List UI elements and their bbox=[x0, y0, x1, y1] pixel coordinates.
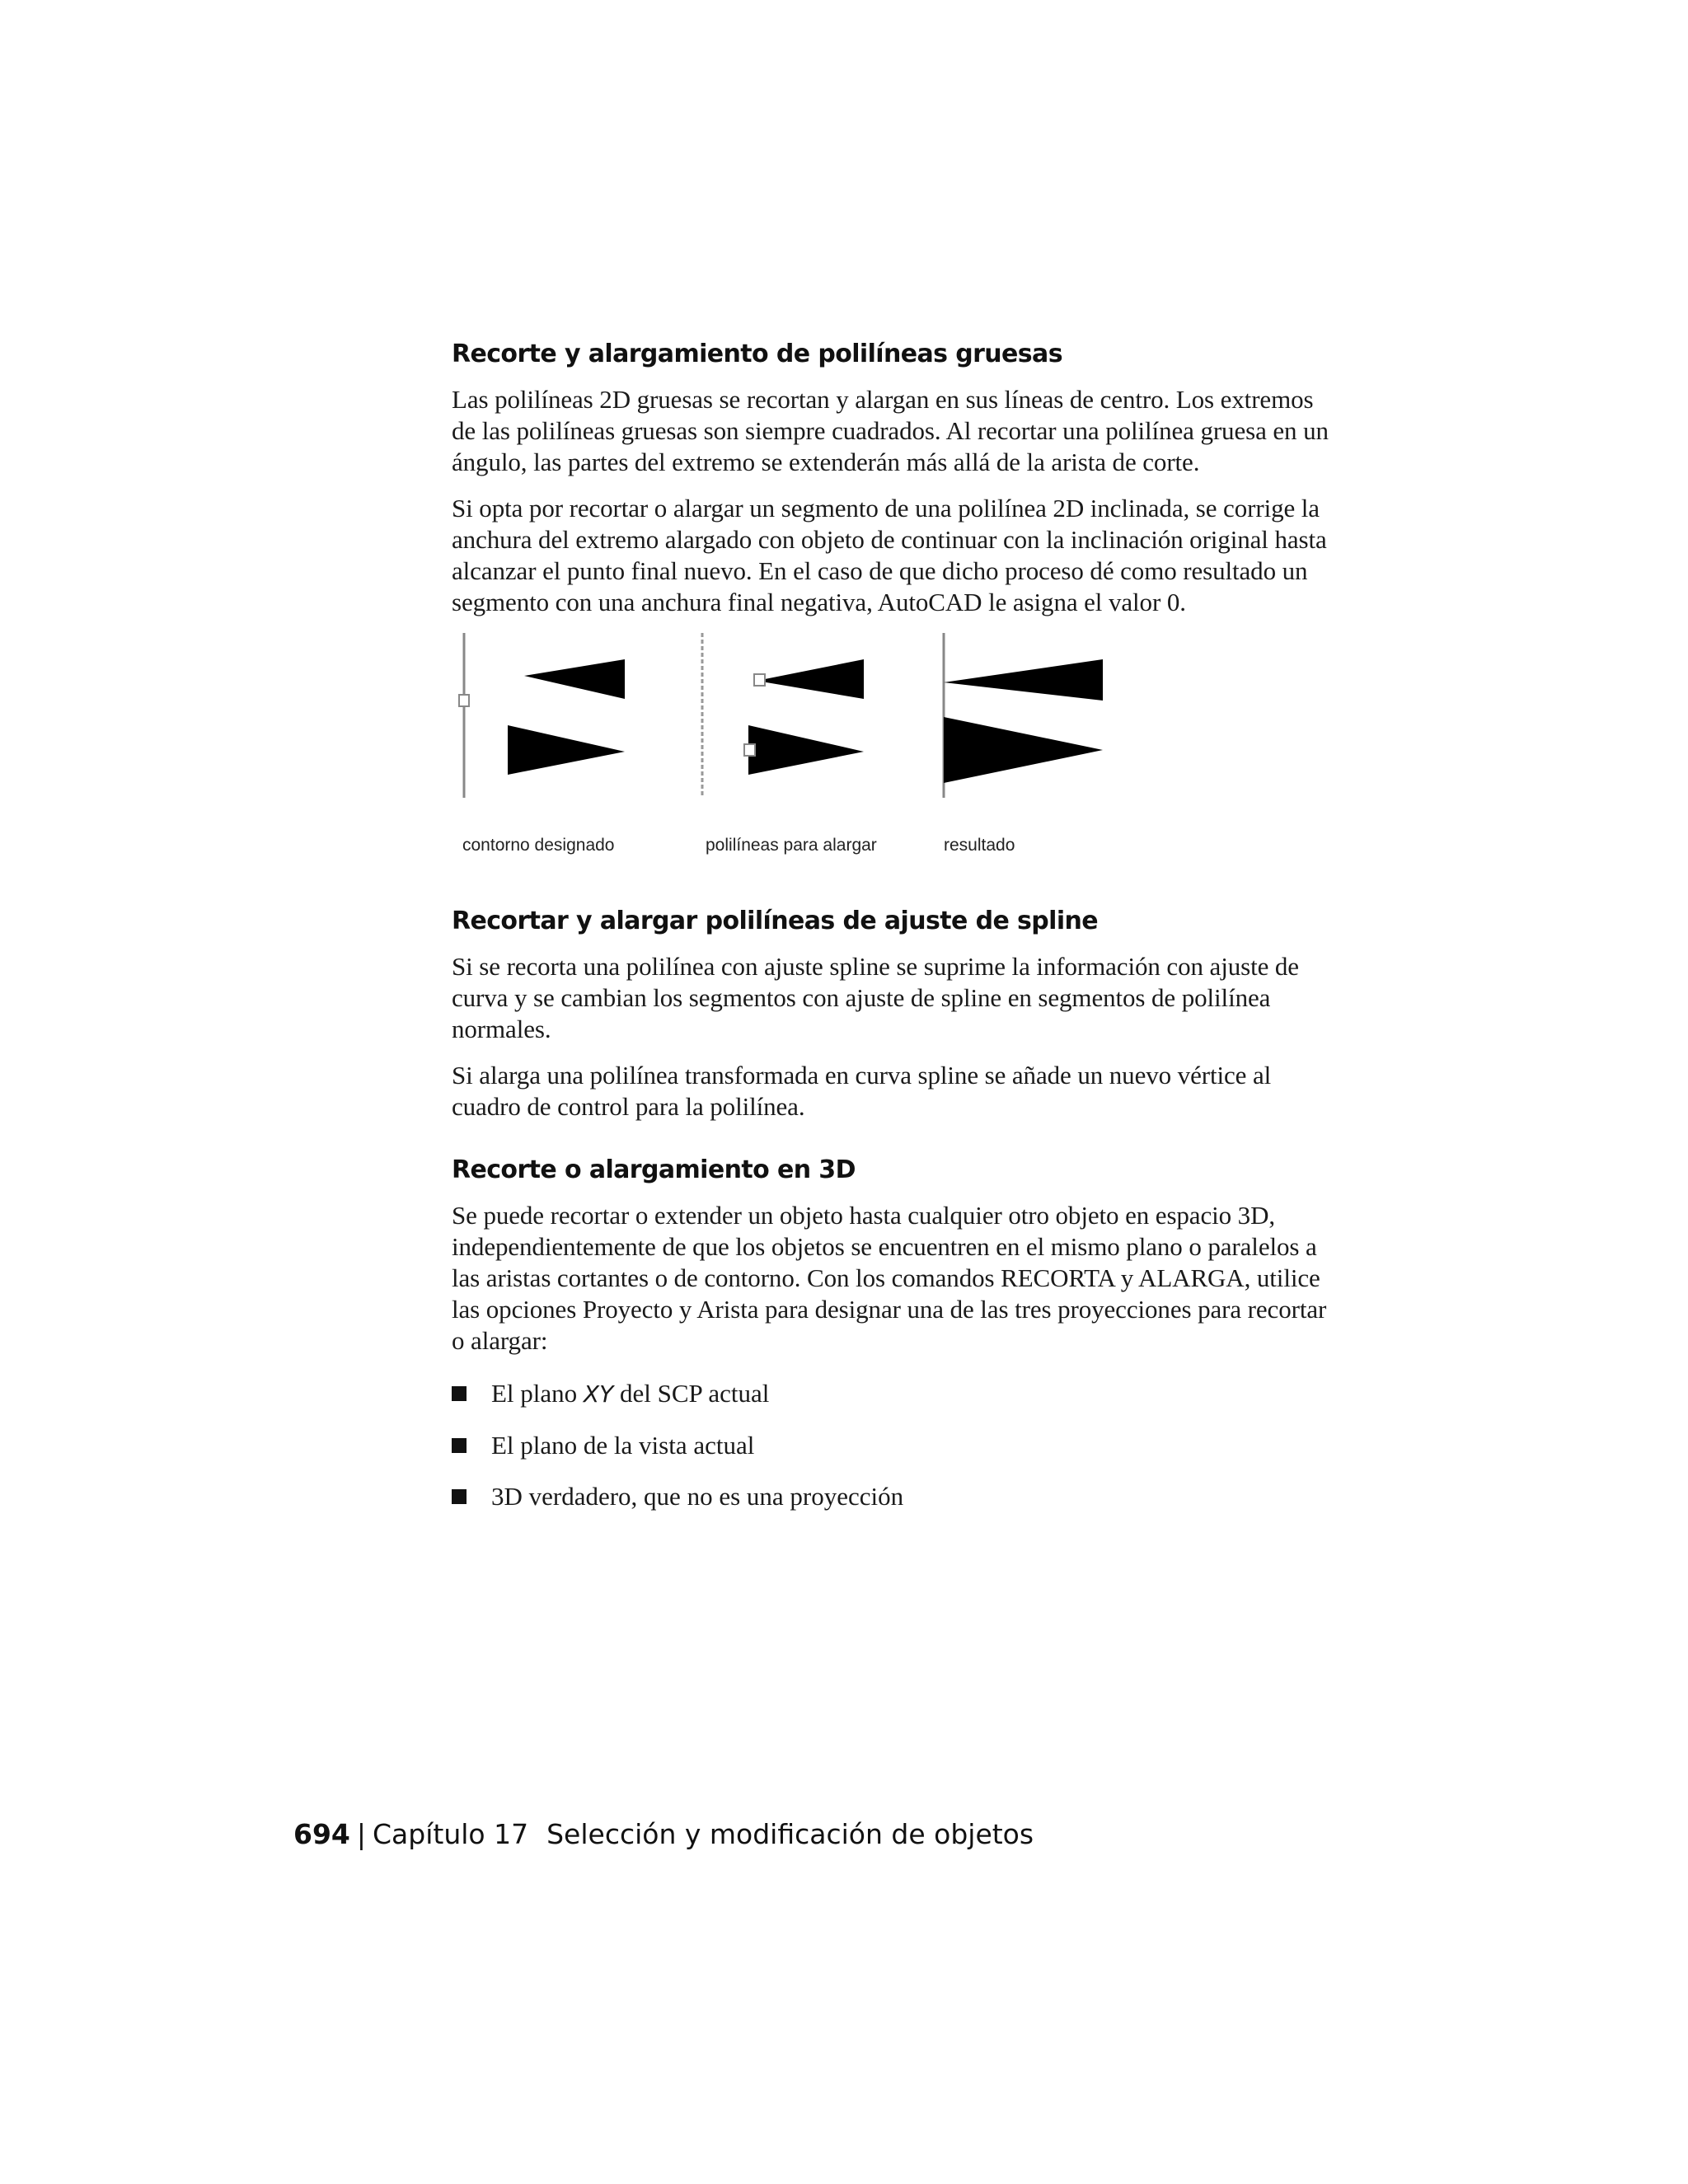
bullet-square-icon bbox=[452, 1386, 467, 1401]
wedge-polyline bbox=[944, 659, 1103, 701]
wedge-polyline bbox=[757, 659, 864, 699]
figure-label-result: resultado bbox=[944, 836, 1015, 855]
paragraph: Las polilíneas 2D gruesas se recortan y alargan en sus líneas de centro. Los extremos de las polilíneas gruesas son siempre cuadrados. Al recortar una polilínea gruesa en un ángulo, las partes del extremo se extenderán más allá de la arista de corte. bbox=[452, 385, 1329, 476]
section-heading-spline: Recortar y alargar polilíneas de ajuste de spline bbox=[452, 907, 1099, 935]
paragraph: Si alarga una polilínea transformada en curva spline se añade un nuevo vértice al cuadro de control para la polilínea. bbox=[452, 1061, 1272, 1121]
list-item: El plano de la vista actual bbox=[452, 1430, 1338, 1461]
chapter-title: Selección y modificación de objetos bbox=[546, 1818, 1034, 1850]
section-heading-thick-polylines: Recorte y alargamiento de polilíneas gruesas bbox=[452, 340, 1062, 368]
section-heading-3d: Recorte o alargamiento en 3D bbox=[452, 1155, 856, 1184]
paragraph: Si se recorta una polilínea con ajuste spline se suprime la información con ajuste de curva y se cambian los segmentos con ajuste de spline en segmentos de polilínea normales. bbox=[452, 952, 1299, 1043]
wedge-polyline bbox=[748, 725, 864, 775]
footer-separator: | bbox=[356, 1818, 367, 1850]
page-number: 694 bbox=[293, 1818, 350, 1850]
bullet-square-icon bbox=[452, 1438, 467, 1453]
page-footer bbox=[293, 1818, 1034, 1850]
figure-label-boundary: contorno designado bbox=[462, 836, 615, 855]
wedge-polyline bbox=[944, 717, 1103, 783]
list-item: El plano XY del SCP actual bbox=[452, 1378, 1338, 1410]
chapter-number: Capítulo 17 bbox=[373, 1818, 529, 1850]
projection-list bbox=[452, 1378, 1338, 1512]
paragraph: Si opta por recortar o alargar un segmento de una polilínea 2D inclinada, se corrige la anchura del extremo alargado con objeto de continuar con la inclinación original hasta alcanzar el punto final nuevo. En el caso de que dicho proceso dé como resultado un segmento con una anchura final negativa, AutoCAD le asigna el valor 0. bbox=[452, 494, 1327, 616]
paragraph: Se puede recortar o extender un objeto hasta cualquier otro objeto en espacio 3D, independientemente de que los objetos se encuentren en el mismo plano o paralelos a las aristas cortantes o de contorno. Con los comandos RECORTA y ALARGA, utilice las opciones Proyecto y Arista para designar una de las tres proyecciones para recortar o alargar: bbox=[452, 1201, 1327, 1355]
grip-marker bbox=[744, 744, 755, 756]
bullet-square-icon bbox=[452, 1489, 467, 1504]
grip-marker bbox=[459, 695, 469, 706]
page-content bbox=[452, 338, 1338, 1532]
figure-label-extend: polilíneas para alargar bbox=[706, 836, 877, 855]
wedge-polyline bbox=[508, 725, 625, 775]
list-item: 3D verdadero, que no es una proyección bbox=[452, 1481, 1338, 1512]
wedge-polyline bbox=[524, 659, 625, 699]
polyline-trim-figure bbox=[452, 633, 1338, 872]
grip-marker bbox=[754, 674, 765, 686]
